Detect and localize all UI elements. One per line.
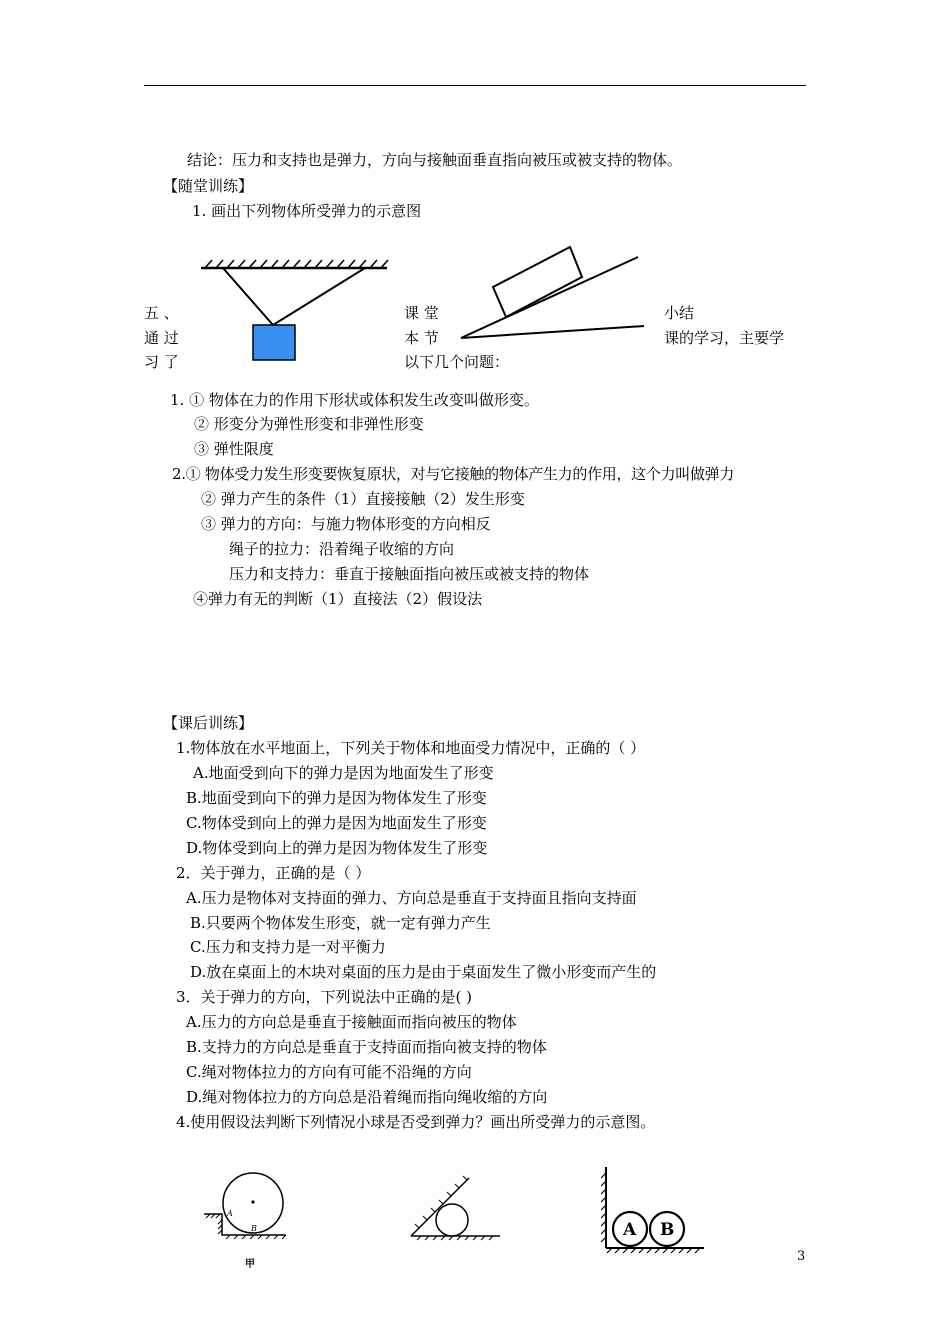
- ball-center-dot: [251, 1200, 254, 1203]
- summary-mid-3: 以下几个问题：: [404, 353, 510, 371]
- summary-line-2: ② 形变分为弹性形变和非弹性形变: [194, 415, 424, 433]
- q1-stem: 1.物体放在水平地面上，下列关于物体和地面受力情况中，正确的（ ）: [176, 739, 646, 757]
- q1-option-d: D.物体受到向上的弹力是因为物体发生了形变: [186, 839, 488, 857]
- q4-figure-jia: [198, 1168, 298, 1273]
- q2-stem: 2．关于弹力，正确的是（ ）: [176, 864, 371, 882]
- summary-line-9: ④弹力有无的判断（1）直接法（2）假设法: [193, 590, 483, 608]
- summary-line-5: ② 弹力产生的条件（1）直接接触（2）发生形变: [201, 490, 525, 508]
- summary-line-8: 压力和支持力：垂直于接触面指向被压或被支持的物体: [229, 565, 590, 583]
- header-rule: [144, 85, 806, 86]
- summary-line-7: 绳子的拉力：沿着绳子收缩的方向: [229, 540, 455, 558]
- hanging-block-figure: [195, 252, 395, 367]
- q3-option-d: D.绳对物体拉力的方向总是沿着绳而指向绳收缩的方向: [186, 1088, 548, 1106]
- q2-option-d: D.放在桌面上的木块对桌面的压力是由于桌面发生了微小形变而产生的: [190, 963, 657, 981]
- incline-block-figure: [455, 240, 650, 345]
- q2-option-b: B.只要两个物体发生形变，就一定有弹力产生: [190, 914, 491, 932]
- q3-option-c: C.绳对物体拉力的方向有可能不沿绳的方向: [186, 1063, 472, 1081]
- fig-jia-label: 甲: [245, 1259, 255, 1270]
- summary-line-1: 1. ① 物体在力的作用下形状或体积发生改变叫做形变。: [170, 391, 539, 409]
- summary-left-1: 五 、: [144, 304, 179, 322]
- q3-option-a: A.压力的方向总是垂直于接触面而指向被压的物体: [186, 1013, 517, 1031]
- hanging-block: [253, 325, 295, 360]
- page-number: 3: [797, 1249, 806, 1264]
- q1-option-c: C.物体受到向上的弹力是因为地面发生了形变: [186, 814, 487, 832]
- q1-option-b: B.地面受到向下的弹力是因为物体发生了形变: [186, 789, 487, 807]
- q4-stem: 4.使用假设法判断下列情况小球是否受到弹力？画出所受弹力的示意图。: [176, 1113, 656, 1131]
- summary-right-1: 小结: [664, 304, 695, 322]
- q4-figure-incline: [405, 1168, 505, 1248]
- summary-left-3: 习 了: [144, 353, 179, 371]
- summary-line-6: ③ 弹力的方向：与施力物体形变的方向相反: [201, 515, 491, 533]
- q2-option-a: A.压力是物体对支持面的弹力、方向总是垂直于支持面且指向支持面: [186, 889, 637, 907]
- summary-right-2: 课的学习，主要学: [664, 329, 785, 347]
- q4-figure-two-balls: [598, 1163, 708, 1253]
- ball-b-label: B: [660, 1220, 675, 1240]
- practice-heading: 【随堂训练】: [163, 177, 254, 195]
- point-b-label: B: [251, 1224, 257, 1233]
- block-on-incline: [493, 247, 582, 317]
- conclusion-text: 结论：压力和支持也是弹力，方向与接触面垂直指向被压或被支持的物体。: [187, 151, 683, 169]
- q1-option-a: A.地面受到向下的弹力是因为地面发生了形变: [193, 764, 494, 782]
- summary-mid-2: 本 节: [404, 329, 439, 347]
- summary-left-2: 通 过: [144, 329, 179, 347]
- ball-on-incline: [436, 1204, 468, 1236]
- summary-line-4: 2.① 物体受力发生形变要恢复原状，对与它接触的物体产生力的作用，这个力叫做弹力: [172, 465, 735, 483]
- summary-line-3: ③ 弹性限度: [194, 440, 274, 458]
- q2-option-c: C.压力和支持力是一对平衡力: [190, 938, 386, 956]
- ball-a-label: A: [623, 1220, 637, 1240]
- summary-mid-1: 课 堂: [404, 304, 439, 322]
- q3-option-b: B.支持力的方向总是垂直于支持面而指向被支持的物体: [186, 1038, 547, 1056]
- homework-heading: 【课后训练】: [163, 714, 254, 732]
- q3-stem: 3．关于弹力的方向，下列说法中正确的是( ): [176, 988, 473, 1006]
- point-a-label: A: [227, 1209, 233, 1218]
- practice-item-1: 1. 画出下列物体所受弹力的示意图: [192, 202, 422, 220]
